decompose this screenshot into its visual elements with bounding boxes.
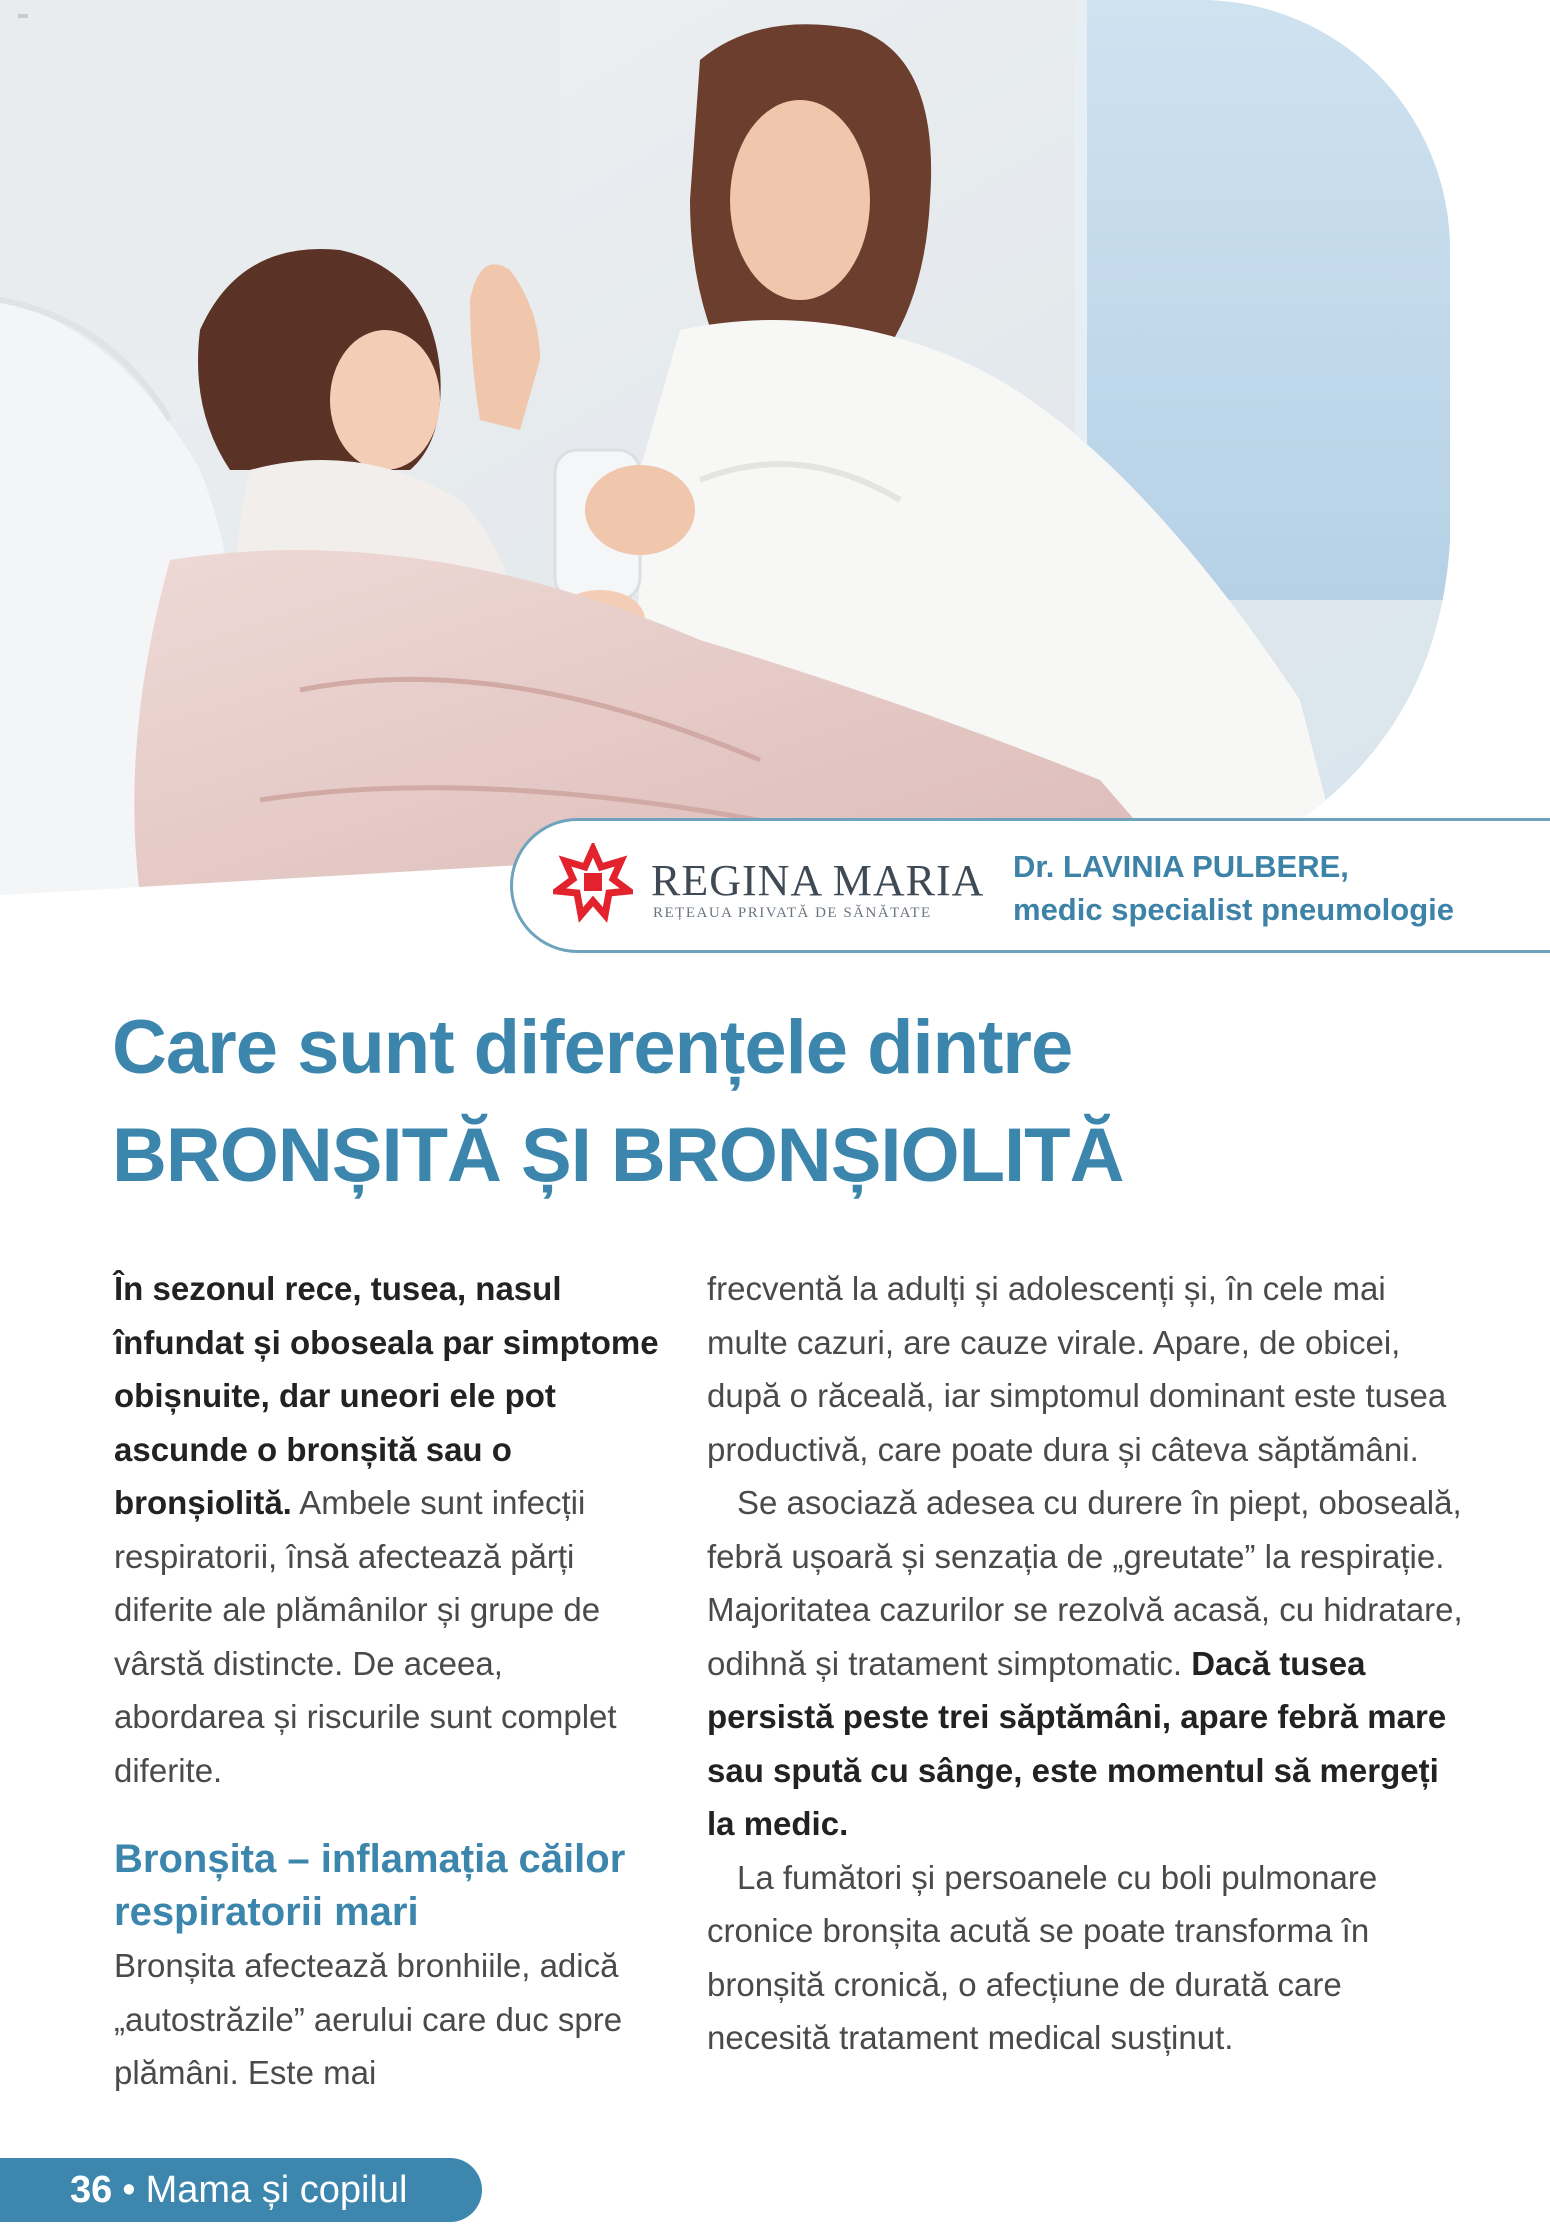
hero-photo xyxy=(0,0,1550,895)
paragraph-2 xyxy=(707,1476,1467,1851)
article-column-right xyxy=(707,1262,1467,2065)
paragraph-3: La fumători și persoanele cu boli pulmonare cronice bronșita acută se poate transforma în bronșită cronică, o afecțiune de durată care necesită tratament medical susținut. xyxy=(707,1858,1378,2056)
brand-name: REGINA MARIA xyxy=(651,856,985,905)
footer-separator: • xyxy=(122,2169,136,2211)
section-paragraph: Bronșita afectează bronhiile, adică „autostrăzile” aerului care duc spre plămâni. Este mai xyxy=(114,1947,623,2091)
cross-logo-icon xyxy=(553,843,633,923)
article-column-left xyxy=(114,1262,662,2100)
page-number: 36 xyxy=(70,2169,113,2211)
hero-illustration xyxy=(0,0,1550,895)
author-title: medic specialist pneumologie xyxy=(1013,892,1455,927)
paragraph-2-emphasis: Dacă tusea persistă peste trei săptămâni, apare febră mare sau spută cu sânge, este momentul să mergeți la medic. xyxy=(707,1644,1447,1842)
paragraph-1: frecventă la adulți și adolescenți și, în cele mai multe cazuri, are cauze virale. Apare, de obicei, după o răceală, iar simptomul dominant este tusea productivă, care poate dura și câteva săptămâni. xyxy=(707,1270,1447,1468)
author-name: Dr. LAVINIA PULBERE, xyxy=(1013,849,1349,884)
intro-text: Ambele sunt infecții respiratorii, însă afectează părți diferite ale plămânilor și grupe de vârstă distincte. De aceea, abordarea și riscurile sunt complet diferite. xyxy=(114,1484,617,1789)
headline-line-1: Care sunt diferențele dintre xyxy=(112,1005,1073,1090)
intro-paragraph xyxy=(114,1262,662,1797)
headline-line-2: BRONȘITĂ ȘI BRONȘIOLITĂ xyxy=(112,1113,1124,1198)
section-subheading: Bronșita – inflamația căilor respiratorii mari xyxy=(114,1837,626,1934)
intro-lead: În sezonul rece, tusea, nasul înfundat și oboseala par simptome obișnuite, dar uneori ele pot ascunde o bronșită sau o bronșiolită. xyxy=(114,1270,659,1521)
author-box xyxy=(510,818,1550,953)
magazine-name: Mama și copilul xyxy=(145,2169,408,2211)
paragraph-2-text: Se asociază adesea cu durere în piept, oboseală, febră ușoară și senzația de „greutate” la respirație. Majoritatea cazurilor se rezolvă acasă, cu hidratare, odihnă și tratament simptomatic. xyxy=(707,1484,1463,1682)
brand-tagline: REȚEAUA PRIVATĂ DE SĂNĂTATE xyxy=(653,905,932,921)
page-footer xyxy=(0,2158,482,2222)
corner-mark xyxy=(18,14,28,18)
